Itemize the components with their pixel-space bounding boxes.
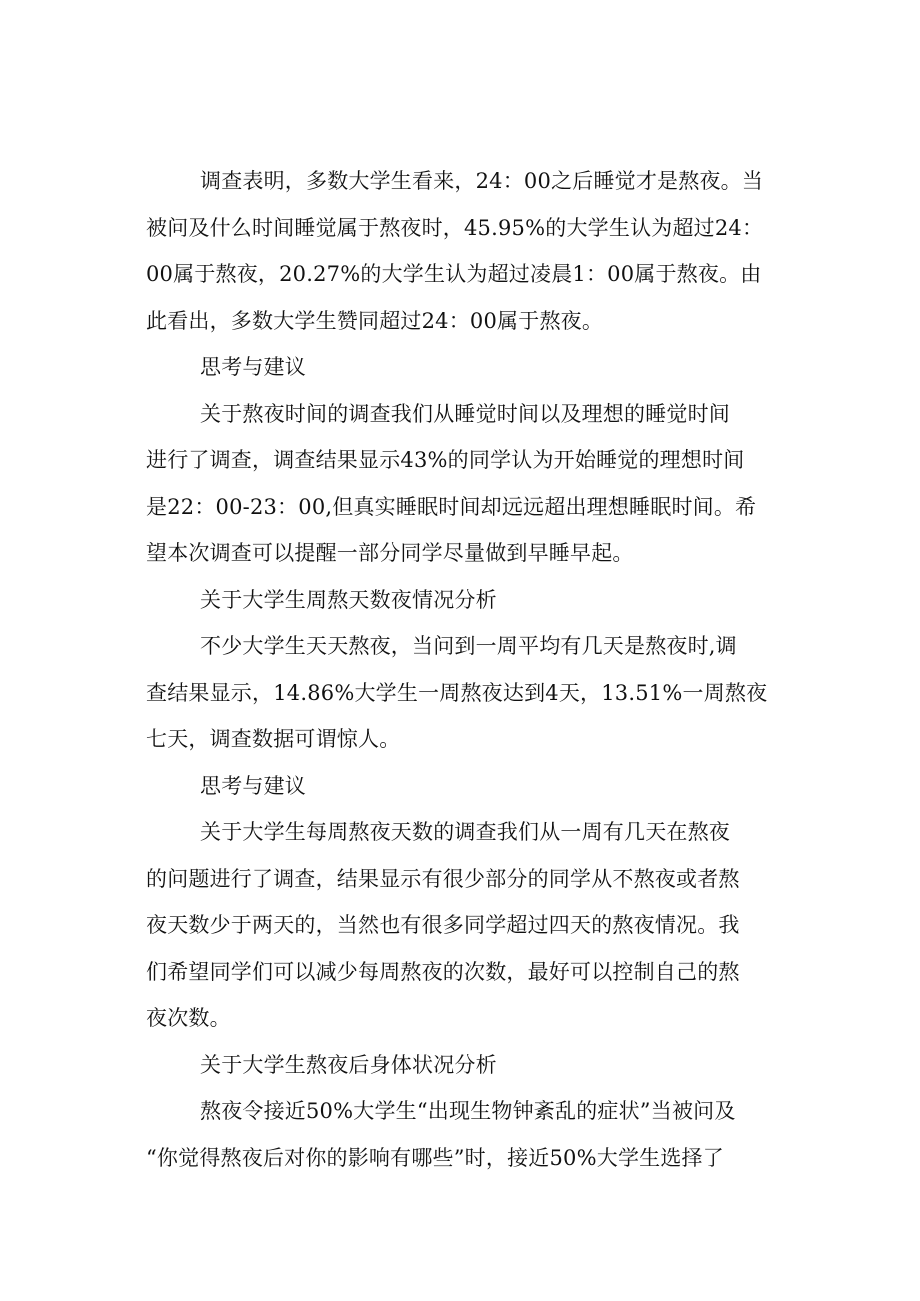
text-line: 被问及什么时间睡觉属于熬夜时，45.95%的大学生认为超过24： — [146, 215, 764, 240]
document-page — [146, 158, 802, 1181]
text-line: 们希望同学们可以减少每周熬夜的次数，最好可以控制自己的熬 — [146, 959, 740, 984]
text-line: 夜次数。 — [146, 1006, 231, 1030]
text-line: 此看出，多数大学生赞同超过24：00属于熬夜。 — [146, 308, 604, 333]
text-line: 不少大学生天天熬夜，当问到一周平均有几天是熬夜时,调 — [200, 634, 737, 658]
text-line: 查结果显示，14.86%大学生一周熬夜达到4天，13.51%一周熬夜 — [146, 680, 768, 705]
text-line: 夜天数少于两天的，当然也有很多同学超过四天的熬夜情况。我 — [146, 913, 740, 937]
text-line: 调查表明，多数大学生看来，24：00之后睡觉才是熬夜。当 — [200, 169, 764, 193]
text-line: 进行了调查，调查结果显示43%的同学认为开始睡觉的理想时间 — [146, 448, 745, 472]
section-heading: 关于大学生熬夜后身体状况分析 — [200, 1052, 497, 1077]
section-heading: 关于大学生周熬天数夜情况分析 — [200, 587, 497, 612]
text-line: 望本次调查可以提醒一部分同学尽量做到早睡早起。 — [146, 541, 634, 565]
section-heading: 思考与建议 — [200, 773, 306, 798]
text-line: 熬夜令接近50%大学生“出现生物钟紊乱的症状”当被问及 — [200, 1099, 736, 1123]
text-line: 是22：00-23：00,但真实睡眠时间却远远超出理想睡眠时间。希 — [146, 494, 757, 519]
text-line: 七天，调查数据可谓惊人。 — [146, 727, 401, 751]
text-line: 的问题进行了调查，结果显示有很少部分的同学从不熬夜或者熬 — [146, 866, 740, 891]
text-line: 关于大学生每周熬夜天数的调查我们从一周有几天在熬夜 — [200, 820, 730, 844]
text-line: “你觉得熬夜后对你的影响有哪些”时，接近50%大学生选择了 — [146, 1145, 724, 1170]
section-heading: 思考与建议 — [200, 355, 306, 379]
text-line: 关于熬夜时间的调查我们从睡觉时间以及理想的睡觉时间 — [200, 401, 730, 426]
text-line: 00属于熬夜，20.27%的大学生认为超过凌晨1：00属于熬夜。由 — [146, 262, 762, 286]
